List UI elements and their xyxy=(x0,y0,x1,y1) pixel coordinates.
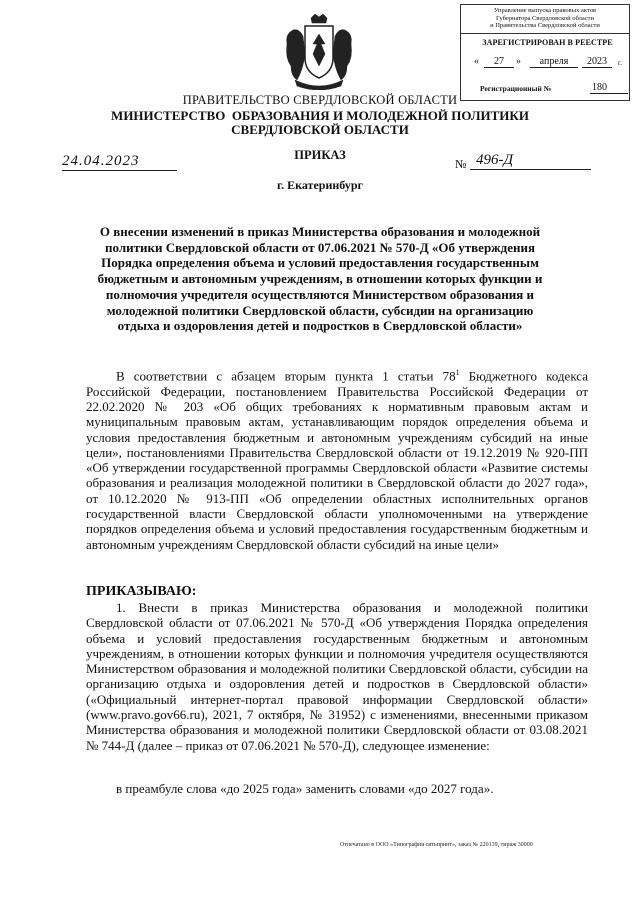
paragraph-item-1: 1. Внести в приказ Министерства образования и молодежной политики Свердловской области от 07.06.2021 № 570-Д «Об утверждения Порядка определения объема и условий предоставления государственным бюджетным и автономным учреждениям, в отношении которых функции и полномочия учредителя осуществляются Министерством образования и молодежной политики Свердловской области, субсидии на организацию отдыха и оздоровления детей и подростков в Свердловской области» («Официальный интернет-портал правовой информации Свердловской области» (www.pravo.gov66.ru), 2021, 7 октября, № 31952) с изменениями, внесенными приказом Министерства образования и молодежной политики Свердловской области от 03.08.2021 № 744-Д (далее – приказ от 07.06.2021 № 570-Д), следующее изменение: xyxy=(86,600,588,753)
stamp-month: апреля xyxy=(530,56,578,68)
preamble-text-rest: Бюджетного кодекса Российской Федерации, постановлением Правительства Российской Федерации от 22.02.2020 № 203 «Об общих требованиях к нормативным правовым актам и муниципальным правовым актам, устанавливающим порядок определения объема и условия предоставления бюджетным и автономным учреждениям субсидий на иные цели», постановлениями Правительства Свердловской области от 19.12.2019 № 920-ПП «Об утверждении государственной программы Свердловской области «Развитие системы образования и реализация молодежной политики в Свердловской области до 2027 года», от 10.12.2020 № 913-ПП «Об определении областных исполнительных органов государственной власти Свердловской области уполномоченными на утверждение порядков определения объема и условий предоставления государственным бюджетным и автономным учреждениям Свердловской области субсидий на иные цели» xyxy=(86,368,589,552)
number-sign: № xyxy=(455,157,467,171)
stamp-header-line: и Правительства Свердловской области xyxy=(490,22,600,29)
stamp-header-line: Управление выпуска правовых актов xyxy=(493,7,597,14)
document-title: О внесении изменений в приказ Министерства образования и молодежной политики Свердловской области от 07.06.2021 № 570-Д «Об утверждения Порядка определения объема и условий предоставления государственным бюджетным и автономным учреждениям, в отношении которых функции и полномочия учредителя осуществляются Министерством образования и молодежной политики Свердловской области, субсидии на организацию отдыха и оздоровления детей и подростков в Свердловской области» xyxy=(97,224,543,334)
paragraph-change: в преамбуле слова «до 2025 года» заменить словами «до 2027 года». xyxy=(116,781,494,796)
order-word: ПРИКАЗЫВАЮ: xyxy=(86,584,197,599)
ministry-line: СВЕРДЛОВСКОЙ ОБЛАСТИ xyxy=(231,122,409,137)
stamp-day: 27 xyxy=(484,56,514,68)
stamp-number-value: 180 xyxy=(590,82,628,94)
stamp-year-suffix: г. xyxy=(618,59,622,67)
stamp-quote-close: » xyxy=(516,56,521,67)
print-footer: Отпечатано в ООО «Типография ситьпринт», заказ № 220139, тираж 30000 xyxy=(340,842,533,848)
coat-of-arms-icon xyxy=(283,14,355,90)
stamp-year: 2023 xyxy=(582,56,612,68)
stamp-registered-label: ЗАРЕГИСТРИРОВАН В РЕЕСТРЕ xyxy=(482,38,613,47)
stamp-header xyxy=(461,5,629,34)
ministry-name xyxy=(0,109,640,137)
stamp-header-line: Губернатора Свердловской области xyxy=(495,14,595,22)
preamble-superscript: 1 xyxy=(455,368,460,377)
ministry-line: МИНИСТЕРСТВО ОБРАЗОВАНИЯ И МОЛОДЕЖНОЙ ПОЛИТИКИ xyxy=(111,108,529,123)
preamble-text-start: В соответствии с абзацем вторым пункта 1 статьи 78 xyxy=(116,368,456,384)
government-name: ПРАВИТЕЛЬСТВО СВЕРДЛОВСКОЙ ОБЛАСТИ xyxy=(182,93,458,107)
stamp-quote-open: « xyxy=(474,56,479,67)
paragraph-preamble xyxy=(86,365,588,552)
document-type: ПРИКАЗ xyxy=(294,148,346,162)
city: г. Екатеринбург xyxy=(277,178,363,192)
handwritten-number: 496-Д xyxy=(470,152,591,170)
handwritten-date: 24.04.2023 xyxy=(62,153,177,171)
stamp-number-label: Регистрационный № xyxy=(480,84,552,93)
